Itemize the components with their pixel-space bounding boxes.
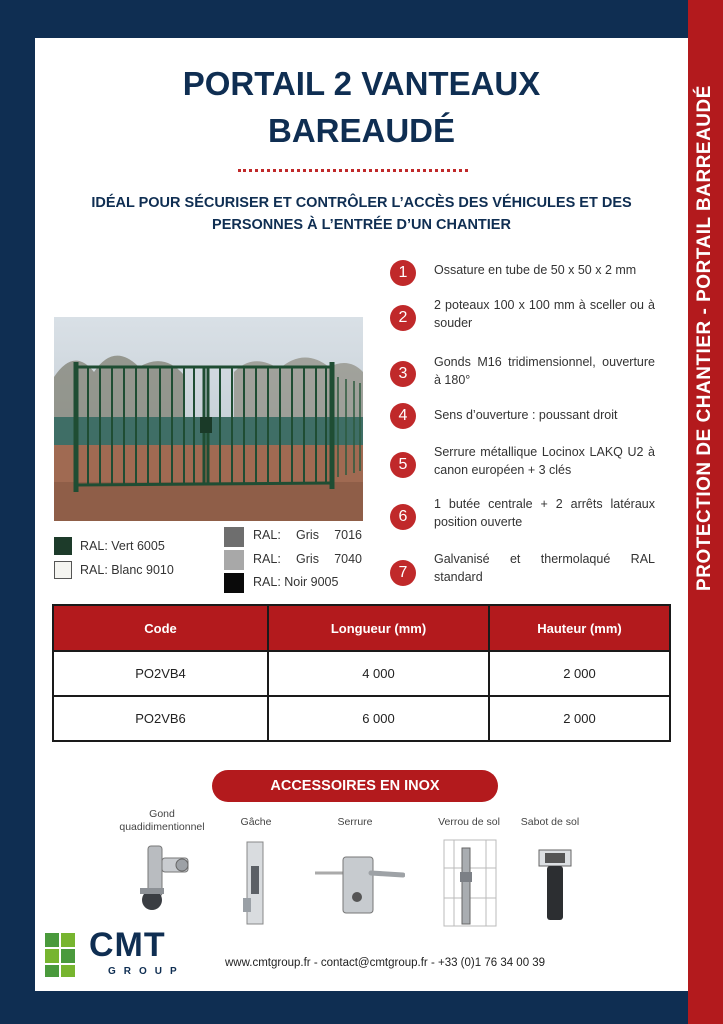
color-option-gris-7016	[253, 528, 362, 542]
accessory-label-sabot: Sabot de sol	[520, 816, 580, 828]
feature-text: Gonds M16 tridimensionnel, ouverture à 180°	[434, 355, 655, 387]
accessory-label-verrou: Verrou de sol	[438, 816, 500, 828]
swatch-gris-7016	[224, 527, 244, 547]
feature-number-badge: 4	[390, 403, 416, 429]
color-label-code: 7040	[334, 552, 362, 566]
subtitle-line-1: IDÉAL POUR SÉCURISER ET CONTRÔLER L’ACCÈS DES VÉHICULES ET DES	[91, 195, 632, 211]
cell-code: PO2VB6	[53, 696, 268, 741]
feature-number-badge: 1	[390, 260, 416, 286]
column-header-height: Hauteur (mm)	[489, 605, 670, 651]
side-banner-text: PROTECTION DE CHANTIER - PORTAIL BARREAUDÉ	[694, 85, 715, 591]
verrou-ground-bolt-icon	[440, 838, 500, 928]
color-option-vert-6005	[54, 537, 165, 555]
page-title	[35, 60, 688, 154]
table-row	[53, 651, 670, 696]
feature-number-badge: 2	[390, 305, 416, 331]
feature-number-badge: 7	[390, 560, 416, 586]
swatch-gris-7040	[224, 550, 244, 570]
feature-text: 1 butée centrale + 2 arrêts latéraux position ouverte	[434, 497, 655, 529]
feature-text: 2 poteaux 100 x 100 mm à sceller ou à souder	[434, 298, 655, 330]
feature-text: Galvanisé et thermolaqué RAL standard	[434, 552, 655, 584]
feature-number-badge: 5	[390, 452, 416, 478]
logo-subtext: GROUP	[108, 966, 185, 977]
title-line-2: BAREAUDÉ	[267, 112, 455, 149]
cell-height: 2 000	[489, 696, 670, 741]
subtitle	[35, 192, 688, 236]
swatch-noir-9005	[224, 573, 244, 593]
table-row	[53, 696, 670, 741]
gond-hinge-icon	[130, 838, 200, 918]
color-label-name: Gris	[296, 552, 319, 566]
cmt-group-logo	[45, 926, 195, 979]
title-divider	[238, 169, 468, 172]
dimensions-table	[52, 604, 671, 742]
cell-length: 6 000	[268, 696, 489, 741]
gate-photo-illustration	[54, 317, 363, 521]
column-header-code: Code	[53, 605, 268, 651]
color-label-code: 7016	[334, 528, 362, 542]
gate-photo	[54, 317, 363, 521]
color-label-prefix: RAL:	[253, 552, 281, 566]
feature-text: Sens d’ouverture : poussant droit	[434, 408, 618, 422]
accessories-title: ACCESSOIRES EN INOX	[212, 770, 498, 802]
color-option-noir-9005	[253, 575, 338, 589]
feature-number-badge: 3	[390, 361, 416, 387]
feature-text: Ossature en tube de 50 x 50 x 2 mm	[434, 263, 637, 277]
feature-number-badge: 6	[390, 504, 416, 530]
swatch-blanc-9010	[54, 561, 72, 579]
gache-strike-icon	[239, 838, 269, 928]
cell-height: 2 000	[489, 651, 670, 696]
accessory-label-gache: Gâche	[240, 816, 272, 828]
sabot-floor-stop-icon	[535, 846, 575, 926]
accessory-label-gond: Gond quadidimentionnel	[119, 808, 205, 833]
color-option-blanc-9010	[54, 561, 174, 579]
cell-length: 4 000	[268, 651, 489, 696]
column-header-length: Longueur (mm)	[268, 605, 489, 651]
contact-footer: www.cmtgroup.fr - contact@cmtgroup.fr - +33 (0)1 76 34 00 39	[225, 957, 546, 969]
color-option-gris-7040	[253, 552, 362, 566]
table-header-row	[53, 605, 670, 651]
subtitle-line-2: PERSONNES À L’ENTRÉE D’UN CHANTIER	[212, 217, 511, 233]
color-label-prefix: RAL:	[253, 528, 281, 542]
feature-text: Serrure métallique Locinox LAKQ U2 à canon européen + 3 clés	[434, 445, 655, 477]
serrure-lock-icon	[315, 853, 405, 923]
swatch-vert-6005	[54, 537, 72, 555]
cell-code: PO2VB4	[53, 651, 268, 696]
accessory-label-serrure: Serrure	[337, 816, 373, 828]
color-label-name: Gris	[296, 528, 319, 542]
color-label: RAL: Vert 6005	[80, 539, 165, 553]
title-line-1: PORTAIL 2 VANTEAUX	[182, 65, 541, 102]
color-label: RAL: Blanc 9010	[80, 563, 174, 577]
product-sheet	[35, 38, 688, 991]
logo-text: CMT	[89, 926, 166, 964]
color-label: RAL: Noir 9005	[253, 575, 339, 589]
